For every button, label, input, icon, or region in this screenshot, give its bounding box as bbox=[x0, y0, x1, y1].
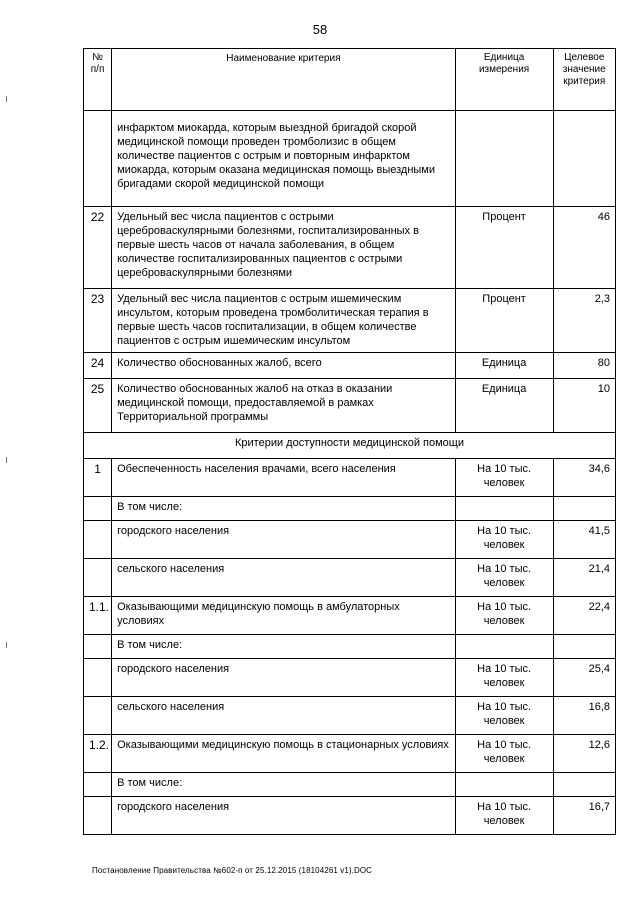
row-name: городского населения bbox=[112, 797, 456, 835]
row-name: сельского населения bbox=[112, 697, 456, 735]
row-num bbox=[84, 697, 112, 735]
row-unit: Процент bbox=[455, 207, 553, 289]
margin-mark bbox=[6, 457, 7, 463]
row-name: городского населения bbox=[112, 521, 456, 559]
header-unit: Единица измерения bbox=[455, 49, 553, 111]
row-unit: Единица bbox=[455, 379, 553, 433]
section-title: Критерии доступности медицинской помощи bbox=[84, 433, 616, 459]
row-value: 41,5 bbox=[553, 521, 615, 559]
row-name: Количество обоснованных жалоб на отказ в оказании медицинской помощи, предоставляемой в рамках Территориальной программы bbox=[112, 379, 456, 433]
row-num bbox=[84, 797, 112, 835]
row-unit: На 10 тыс. человек bbox=[455, 597, 553, 635]
row-unit: На 10 тыс. человек bbox=[455, 521, 553, 559]
row-num bbox=[84, 559, 112, 597]
table-row bbox=[84, 207, 616, 289]
row-num: 1 bbox=[84, 459, 112, 497]
table-row bbox=[84, 773, 616, 797]
row-num: 25 bbox=[84, 379, 112, 433]
table-row bbox=[84, 797, 616, 835]
row-name: Удельный вес числа пациентов с острыми цереброваскулярными болезнями, госпитализированных в первые шесть часов от начала заболевания, в общем количестве госпитализированных пациентов с острыми цереброваскулярными болезнями bbox=[112, 207, 456, 289]
row-name: городского населения bbox=[112, 659, 456, 697]
row-unit: На 10 тыс. человек bbox=[455, 697, 553, 735]
row-unit: На 10 тыс. человек bbox=[455, 659, 553, 697]
row-name: В том числе: bbox=[112, 497, 456, 521]
header-name: Наименование критерия bbox=[112, 49, 456, 111]
table-header-row bbox=[84, 49, 616, 111]
table-row bbox=[84, 597, 616, 635]
row-num: 1.1. bbox=[84, 597, 112, 635]
row-unit: На 10 тыс. человек bbox=[455, 559, 553, 597]
row-name: Количество обоснованных жалоб, всего bbox=[112, 353, 456, 379]
row-value: 10 bbox=[553, 379, 615, 433]
row-num bbox=[84, 497, 112, 521]
row-value: 46 bbox=[553, 207, 615, 289]
criteria-table bbox=[83, 48, 616, 835]
table-row bbox=[84, 379, 616, 433]
row-unit: Процент bbox=[455, 289, 553, 353]
row-num bbox=[84, 521, 112, 559]
row-unit bbox=[455, 635, 553, 659]
row-unit: На 10 тыс. человек bbox=[455, 459, 553, 497]
row-name: В том числе: bbox=[112, 773, 456, 797]
row-value bbox=[553, 773, 615, 797]
row-value: 80 bbox=[553, 353, 615, 379]
row-value: 16,8 bbox=[553, 697, 615, 735]
row-name: В том числе: bbox=[112, 635, 456, 659]
row-unit: Единица bbox=[455, 353, 553, 379]
row-num bbox=[84, 635, 112, 659]
row-value: 16,7 bbox=[553, 797, 615, 835]
table-row bbox=[84, 635, 616, 659]
table-row bbox=[84, 659, 616, 697]
row-unit bbox=[455, 497, 553, 521]
row-value: 2,3 bbox=[553, 289, 615, 353]
row-num: 1.2. bbox=[84, 735, 112, 773]
table-row bbox=[84, 559, 616, 597]
page-number: 58 bbox=[312, 22, 328, 37]
table-row bbox=[84, 111, 616, 207]
row-value bbox=[553, 497, 615, 521]
document-footer: Постановление Правительства №602-п от 25.12.2015 (18104261 v1).DOC bbox=[92, 866, 373, 875]
table-row bbox=[84, 497, 616, 521]
row-unit: На 10 тыс. человек bbox=[455, 735, 553, 773]
row-value: 22,4 bbox=[553, 597, 615, 635]
row-value: 12,6 bbox=[553, 735, 615, 773]
table-row bbox=[84, 697, 616, 735]
header-num: № п/п bbox=[84, 49, 112, 111]
margin-mark bbox=[6, 96, 7, 102]
row-num bbox=[84, 111, 112, 207]
row-num: 23 bbox=[84, 289, 112, 353]
row-name: Обеспеченность населения врачами, всего населения bbox=[112, 459, 456, 497]
row-name: сельского населения bbox=[112, 559, 456, 597]
row-value: 21,4 bbox=[553, 559, 615, 597]
row-num: 22 bbox=[84, 207, 112, 289]
row-num bbox=[84, 659, 112, 697]
row-unit: На 10 тыс. человек bbox=[455, 797, 553, 835]
row-num bbox=[84, 773, 112, 797]
row-value bbox=[553, 635, 615, 659]
table-row bbox=[84, 459, 616, 497]
table-row bbox=[84, 289, 616, 353]
row-name: Оказывающими медицинскую помощь в стационарных условиях bbox=[112, 735, 456, 773]
table-row bbox=[84, 735, 616, 773]
row-unit bbox=[455, 111, 553, 207]
section-row bbox=[84, 433, 616, 459]
row-name: инфарктом миокарда, которым выездной бригадой скорой медицинской помощи проведен тромболизис в общем количестве пациентов с острым и повторным инфарктом миокарда, которым оказана медицинская помощь выездными бригадами скорой медицинской помощи bbox=[112, 111, 456, 207]
table-row bbox=[84, 521, 616, 559]
row-unit bbox=[455, 773, 553, 797]
table-row bbox=[84, 353, 616, 379]
row-num: 24 bbox=[84, 353, 112, 379]
header-value: Целевое значение критерия bbox=[553, 49, 615, 111]
row-value: 25,4 bbox=[553, 659, 615, 697]
row-name: Оказывающими медицинскую помощь в амбулаторных условиях bbox=[112, 597, 456, 635]
row-name: Удельный вес числа пациентов с острым ишемическим инсультом, которым проведена тромболитическая терапия в первые шесть часов госпитализации, в общем количестве пациентов с острым ишемическим инсультом bbox=[112, 289, 456, 353]
row-value bbox=[553, 111, 615, 207]
row-value: 34,6 bbox=[553, 459, 615, 497]
margin-mark bbox=[6, 642, 7, 648]
